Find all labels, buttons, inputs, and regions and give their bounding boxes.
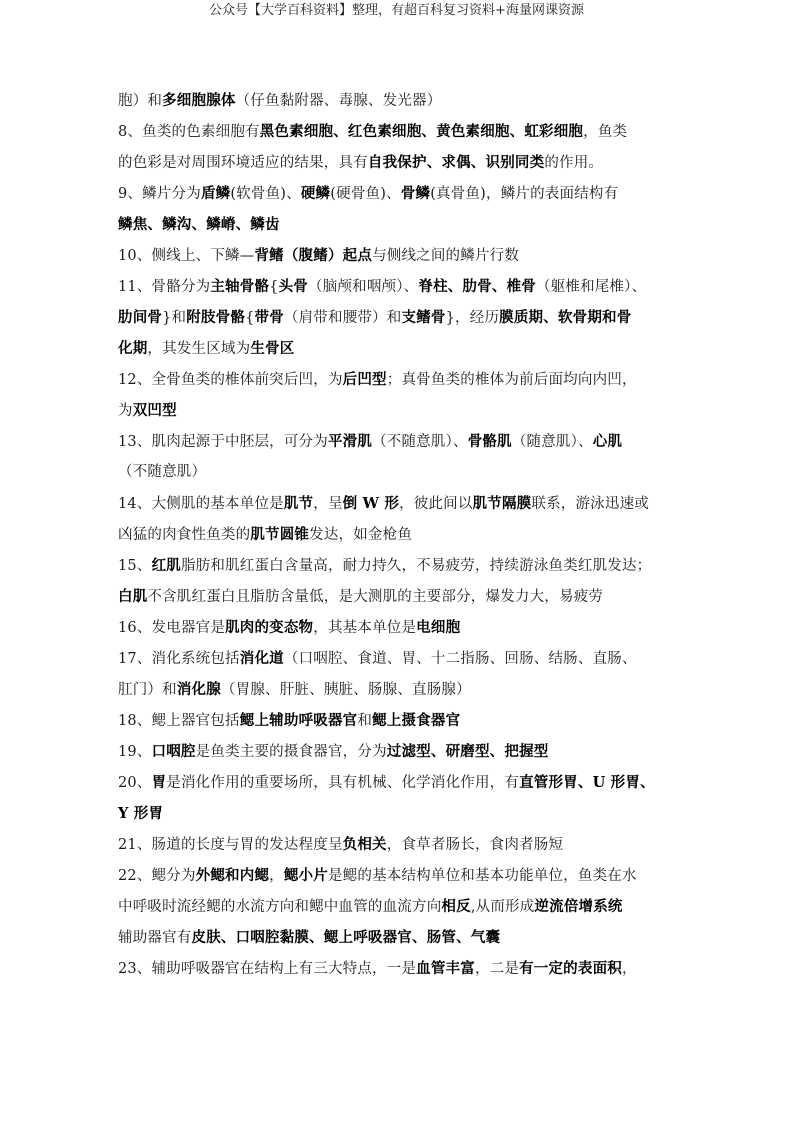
text-line [118,519,678,550]
text-run: 22、鳃分为 [118,868,196,884]
bold-term: 鳃上摄食器官 [372,712,461,729]
text-line [118,674,678,705]
bold-term: 脊柱、肋骨、椎骨 [418,278,536,295]
text-run: 12、全骨鱼类的椎体前突后凹，为 [118,372,343,388]
bold-term: 附肢骨骼 [186,309,246,326]
bold-term: 肌节圆锥 [250,526,310,543]
bold-term: 皮肤、口咽腔黏膜、鳃上呼吸器官、肠管、气囊 [191,929,501,946]
bold-term: 黑色素细胞、红色素细胞、黄色素细胞、虹彩细胞 [259,123,584,140]
bold-term: 带骨 [254,309,284,326]
bold-term: 背鳍（腹鳍）起点 [254,247,373,264]
text-line [118,395,678,426]
text-run: (软骨鱼)、 [230,186,301,202]
bold-term: 口咽腔 [151,743,196,760]
bold-term: 双凹型 [132,402,177,419]
text-line [118,767,678,798]
bold-term: 鳃上辅助呼吸器官 [239,712,358,729]
bold-term: 胃 [151,774,167,791]
text-run: （胃腺、肝脏、胰脏、肠腺、直肠腺） [220,682,471,698]
bold-term: 硬鳞 [300,185,331,202]
bold-term: 白肌 [118,588,148,605]
bold-term: 外鳃和内鳃 [195,867,270,884]
bold-term: 多细胞腺体 [162,92,236,109]
text-run: 19、 [118,744,152,760]
text-run: 是消化作用的重要场所，具有机械、化学消化作用，有 [166,775,520,791]
text-run: （口咽腔、食道、胃、十二指肠、回肠、结肠、直肠、 [283,651,637,667]
text-run: ，呈 [313,496,343,512]
text-line [118,364,678,395]
text-run: 脂肪和肌红蛋白含量高，耐力持久，不易疲劳，持续游泳鱼类红肌发达； [180,558,652,574]
text-run: 18、鳃上器官包括 [118,713,240,729]
text-run: （不随意肌）、 [372,434,468,450]
text-run: }和 [162,310,187,326]
bold-term: 过滤型、研磨型、把握型 [386,743,549,760]
text-run: （随意肌）、 [511,434,593,450]
text-run: 14、大侧肌的基本单位是 [118,496,284,512]
text-run: 是鱼类主要的摄食器官，分为 [195,744,387,760]
text-line [118,612,678,643]
bold-term: 相反 [441,898,471,915]
bold-term: 逆流倍增系统 [534,898,623,915]
text-line [118,643,678,674]
bold-term: 自我保护、求偶、识别同类 [367,154,545,171]
text-line [118,922,678,953]
text-run: 为 [118,403,133,419]
bold-term: 化期 [118,340,148,357]
bold-term: 心肌 [592,433,623,450]
text-run: 21、肠道的长度与胃的发达程度呈 [118,837,343,853]
text-line [118,333,678,364]
text-run: 11、骨骼分为 [118,279,211,295]
text-line [118,116,678,147]
text-line [118,581,678,612]
text-run: { [269,279,279,295]
bold-term: 消化道 [239,650,284,667]
text-run: 与侧线之间的鳞片行数 [372,248,520,264]
text-run: (硬骨鱼)、 [330,186,401,202]
text-run: 的色彩是对周围环境适应的结果，具有 [118,155,368,171]
bold-term: 电细胞 [416,619,461,636]
bold-term: 骨骼肌 [467,433,512,450]
page-header: 公众号【大学百科资料】整理，有超百科复习资料+海量网课资源 [209,3,584,18]
document-body [118,85,678,984]
bold-term: 肌节隔膜 [472,495,532,512]
text-run: ，其基本单位是 [313,620,417,636]
text-run: 9、鳞片分为 [118,186,201,202]
text-line [118,426,678,457]
bold-term: Y 形胃 [118,805,164,822]
bold-term: 血管丰富 [416,960,475,977]
bold-term: 后凹型 [342,371,387,388]
text-line [118,488,678,519]
text-line [118,705,678,736]
text-run: 中呼吸时流经鳃的水流方向和鳃中血管的血流方向 [118,899,442,915]
text-run: 的作用。 [544,155,604,171]
text-run: }，经历 [445,310,500,326]
text-run: （仔鱼黏附器、毒腺、发光器） [235,93,442,109]
text-line [118,829,678,860]
text-run: 凶猛的肉食性鱼类的 [118,527,251,543]
bold-term: 盾鳞 [200,185,231,202]
text-line [118,953,678,984]
text-line [118,736,678,767]
text-run: 17、消化系统包括 [118,651,240,667]
text-run: ；真骨鱼类的椎体为前后面均向内凹， [386,372,637,388]
bold-term: 有一定的表面积 [519,960,622,977]
text-line [118,798,678,829]
text-line [118,178,678,209]
bold-term: 骨鳞 [400,185,431,202]
bold-term: 倒 W 形 [342,495,400,512]
text-line [118,302,678,333]
text-run: （脑颅和咽颅）、 [308,279,419,295]
text-run: ， [621,961,637,977]
bold-term: 负相关 [342,836,387,853]
text-run: { [245,310,255,326]
bold-term: 膜质期、软骨期和骨 [499,309,632,326]
text-line [118,209,678,240]
text-run: （肩带和腰带）和 [283,310,402,326]
text-line [118,550,678,581]
text-run: (真骨鱼)，鳞片的表面结构有 [430,186,619,202]
bold-term: 肋间骨 [118,309,163,326]
bold-term: 红肌 [151,557,181,574]
bold-term: 直管形胃、U 形胃、 [519,774,655,791]
bold-term: 平滑肌 [327,433,373,450]
text-run: 16、发电器官是 [118,620,226,636]
text-run: 是鳃的基本结构单位和基本功能单位，鱼类在水 [327,868,637,884]
text-run: 13、肌肉起源于中胚层，可分为 [118,434,328,450]
text-run: 联系，游泳迅速或 [531,496,649,512]
text-run: 不含肌红蛋白且脂肪含量低，是大测肌的主要部分，爆发力大，易疲劳 [147,589,604,605]
text-run: ，食草者肠长，食肉者肠短 [386,837,564,853]
text-line [118,85,678,116]
text-run: 10、侧线上、下鳞— [118,248,255,264]
text-run: 15、 [118,558,152,574]
text-run: ，二是 [474,961,520,977]
bold-term: 支鳍骨 [401,309,446,326]
text-run: （不随意肌） [118,464,207,480]
text-run: （躯椎和尾椎）、 [535,279,647,295]
text-run: 辅助器官有 [118,930,192,946]
bold-term: 鳃小片 [283,867,328,884]
text-run: ，彼此间以 [399,496,473,512]
bold-term: 鳞焦、鳞沟、鳞嵴、鳞齿 [118,216,280,233]
bold-term: 生骨区 [250,340,295,357]
bold-term: 消化腺 [176,681,221,698]
text-line [118,891,678,922]
text-run: 20、 [118,775,152,791]
text-run: ，鱼类 [583,124,628,140]
bold-term: 主轴骨骼 [210,278,270,295]
text-run: 胞）和 [118,93,163,109]
text-run: ,从而形成 [470,899,535,915]
text-run: 23、辅助呼吸器官在结构上有三大特点，一是 [118,961,417,977]
text-line [118,271,678,302]
text-run: 肛门）和 [118,682,177,698]
text-line [118,457,678,488]
text-run: 和 [357,713,373,729]
text-line [118,240,678,271]
bold-term: 肌节 [283,495,314,512]
text-run: ， [269,868,284,884]
text-run: 8、鱼类的色素细胞有 [118,124,260,140]
text-line [118,860,678,891]
text-run: 发达，如金枪鱼 [309,527,413,543]
text-line [118,147,678,178]
text-run: ，其发生区域为 [147,341,251,357]
bold-term: 肌肉的变态物 [225,619,314,636]
bold-term: 头骨 [278,278,309,295]
